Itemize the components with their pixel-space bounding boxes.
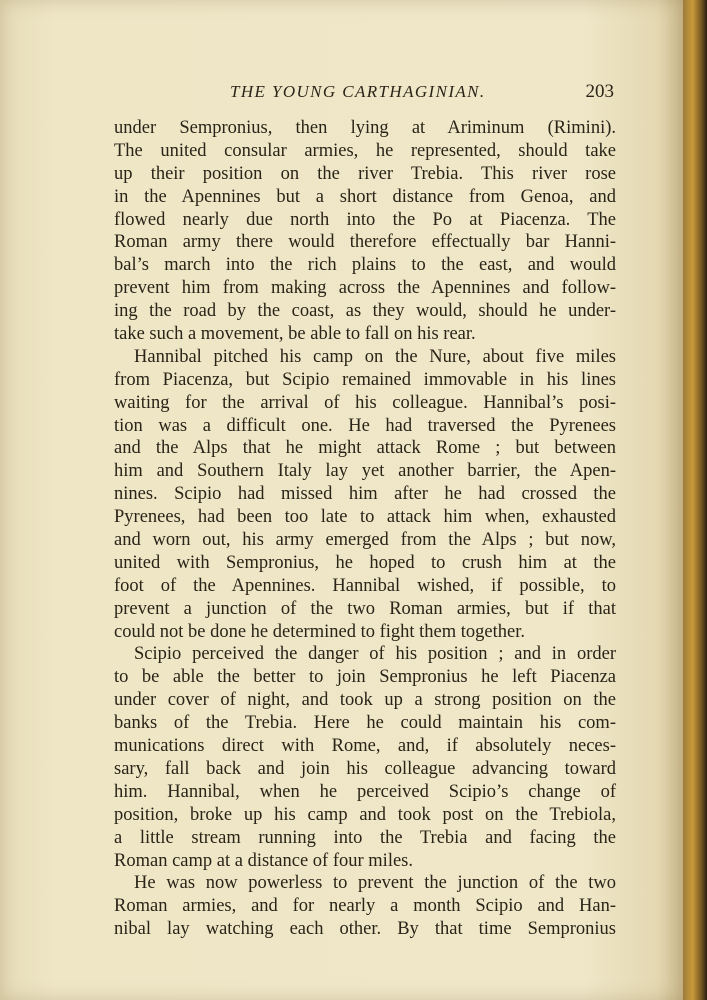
text-line: foot of the Apennines. Hannibal wished, if possible, to (114, 575, 616, 596)
text-line: Pyrenees, had been too late to attack him when, exhausted (114, 507, 616, 528)
text-line: flowed nearly due north into the Po at Piacenza. The (114, 209, 616, 230)
text-line: take such a movement, be able to fall on his rear. (114, 324, 476, 345)
text-line: in the Apennines but a short distance from Genoa, and (114, 186, 616, 207)
paragraph-start-line: He was now powerless to prevent the junction of the two (134, 873, 616, 894)
text-line: munications direct with Rome, and, if absolutely neces- (114, 736, 616, 757)
text-line: tion was a difficult one. He had traversed the Pyrenees (114, 415, 616, 436)
page-header (112, 80, 614, 106)
text-line: from Piacenza, but Scipio remained immovable in his lines (114, 369, 616, 390)
paragraph-start-line: Hannibal pitched his camp on the Nure, about five miles (134, 346, 616, 367)
text-line: Roman army there would therefore effectually bar Hanni- (114, 232, 616, 253)
text-line: under cover of night, and took up a strong position on the (114, 690, 616, 711)
text-line: and worn out, his army emerged from the Alps ; but now, (114, 530, 616, 551)
text-line: bal’s march into the rich plains to the east, and would (114, 255, 616, 276)
text-line: a little stream running into the Trebia and facing the (114, 827, 616, 848)
page-number: 203 (585, 81, 614, 102)
paragraph-start-line: Scipio perceived the danger of his position ; and in order (134, 644, 616, 665)
text-line: him. Hannibal, when he perceived Scipio’s change of (114, 781, 616, 802)
book-spine-edge (683, 0, 707, 1000)
text-line: prevent a junction of the two Roman armies, but if that (114, 598, 616, 619)
text-line: nines. Scipio had missed him after he had crossed the (114, 484, 616, 505)
text-line: to be able the better to join Sempronius he left Piacenza (114, 667, 616, 688)
text-line: banks of the Trebia. Here he could maintain his com- (114, 713, 616, 734)
text-line: prevent him from making across the Apennines and follow- (114, 278, 616, 299)
text-line: position, broke up his camp and took post on the Trebiola, (114, 804, 616, 825)
running-title: THE YOUNG CARTHAGINIAN. (230, 82, 486, 101)
text-line: The united consular armies, he represented, should take (114, 140, 616, 161)
text-line: sary, fall back and join his colleague advancing toward (114, 758, 616, 779)
text-line: him and Southern Italy lay yet another barrier, the Apen- (114, 461, 616, 482)
text-line: could not be done he determined to fight them together. (114, 621, 526, 642)
text-line: up their position on the river Trebia. This river rose (114, 163, 616, 184)
text-line: united with Sempronius, he hoped to crush him at the (114, 552, 616, 573)
text-line: Roman armies, and for nearly a month Scipio and Han- (114, 896, 616, 917)
text-line: ing the road by the coast, as they would, should he under- (114, 301, 616, 322)
text-line: nibal lay watching each other. By that time Sempronius (114, 919, 616, 940)
text-line: and the Alps that he might attack Rome ; but between (114, 438, 616, 459)
body-text (114, 117, 616, 941)
text-line: waiting for the arrival of his colleague. Hannibal’s posi- (114, 392, 616, 413)
text-line: under Sempronius, then lying at Ariminum (Rimini). (114, 118, 616, 138)
text-line: Roman camp at a distance of four miles. (114, 850, 413, 871)
